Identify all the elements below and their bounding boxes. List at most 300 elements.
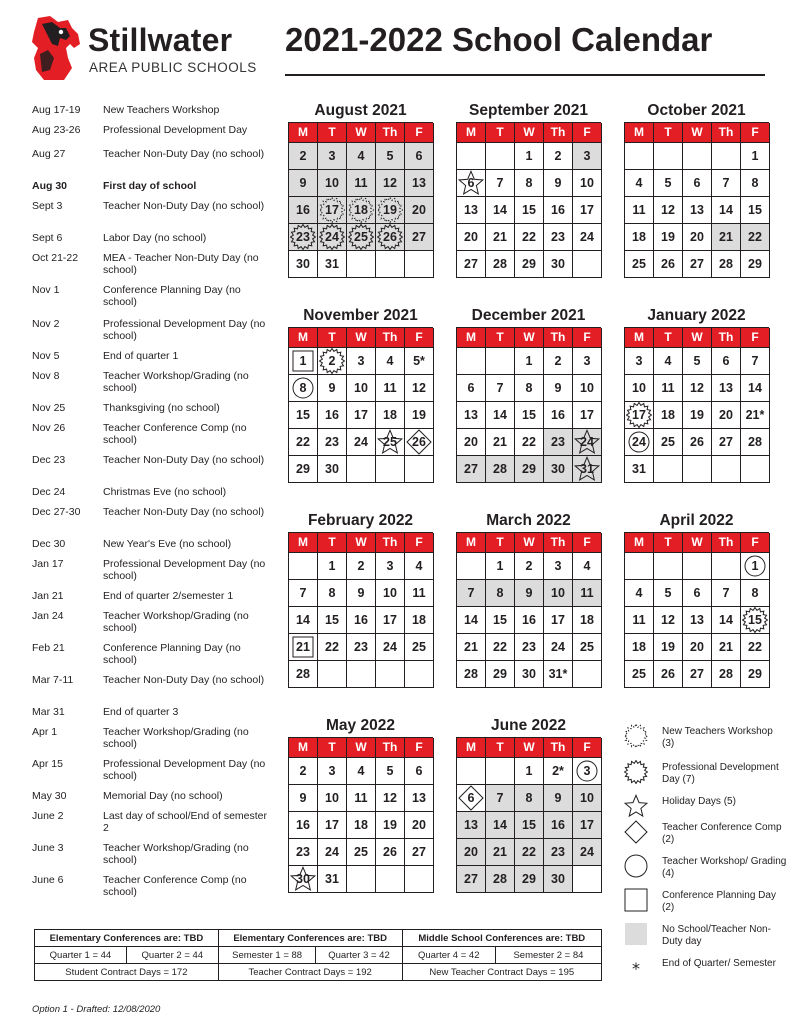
day-number: 30 — [522, 667, 536, 681]
event-date: Dec 24 — [32, 486, 66, 498]
day-number: 6 — [415, 149, 423, 163]
day-number: 29 — [493, 667, 507, 681]
event-date: June 3 — [32, 842, 64, 854]
day-cell-circle — [289, 375, 318, 402]
day-cell — [573, 224, 602, 251]
month-calendar — [456, 307, 601, 483]
day-number: 4 — [386, 354, 394, 368]
day-cell — [573, 375, 602, 402]
day-cell-square — [289, 634, 318, 661]
day-number: 27 — [690, 257, 704, 271]
day-number: 6 — [467, 381, 475, 395]
day-cell — [515, 580, 544, 607]
weekday-header: T — [318, 328, 347, 348]
event-date: June 6 — [32, 874, 64, 886]
day-number: 7 — [467, 586, 475, 600]
day-cell — [515, 375, 544, 402]
weekday-header: Th — [712, 123, 741, 143]
day-cell-star — [289, 866, 318, 893]
day-cell — [347, 429, 376, 456]
day-number: 3 — [583, 149, 591, 163]
month-grid — [456, 122, 601, 278]
month-title: August 2021 — [314, 102, 407, 119]
day-cell — [347, 348, 376, 375]
event-description: Professional Development Day (no school) — [103, 758, 266, 782]
legend-label: Holiday Days (5) — [662, 796, 736, 807]
day-cell — [654, 402, 683, 429]
event-description: Last day of school/End of semester 2 — [103, 810, 268, 834]
day-cell — [318, 661, 347, 688]
day-cell — [486, 839, 515, 866]
day-number: 21 — [719, 230, 733, 244]
day-cell — [573, 402, 602, 429]
day-cell-burst-dot — [347, 197, 376, 224]
day-cell — [544, 402, 573, 429]
day-cell — [486, 758, 515, 785]
day-number: 1 — [496, 559, 504, 573]
weekday-header: Th — [376, 738, 405, 758]
day-cell-star — [376, 429, 405, 456]
day-number: 23 — [325, 435, 339, 449]
day-number: 21* — [745, 408, 765, 422]
day-number: 23 — [551, 845, 565, 859]
event-date: Nov 2 — [32, 318, 60, 330]
weekday-header: Th — [544, 123, 573, 143]
day-cell — [625, 375, 654, 402]
day-cell — [741, 634, 770, 661]
day-number: 13 — [690, 203, 704, 217]
weekday-header: F — [573, 533, 602, 553]
day-number: 6 — [467, 791, 475, 805]
month-title: December 2021 — [471, 307, 586, 324]
day-cell — [515, 661, 544, 688]
month-title: May 2022 — [326, 717, 395, 734]
day-number: 4 — [635, 586, 643, 600]
day-number: 9 — [328, 381, 336, 395]
day-number: 22 — [296, 435, 310, 449]
day-cell — [712, 429, 741, 456]
day-number: 9 — [554, 176, 562, 190]
weekday-header: M — [625, 123, 654, 143]
day-number: 28 — [719, 257, 733, 271]
day-cell — [405, 224, 434, 251]
day-cell — [457, 429, 486, 456]
event-description: New Teachers Workshop — [103, 104, 220, 116]
legend-label: Teacher Conference Comp (2) — [662, 822, 782, 845]
day-cell — [544, 251, 573, 278]
legend-burst-icon — [624, 760, 650, 786]
day-cell — [544, 170, 573, 197]
event-description: Teacher Conference Comp (no school) — [103, 874, 247, 898]
day-number: 23 — [551, 435, 565, 449]
event-date: Nov 8 — [32, 370, 60, 382]
event-description: Teacher Non-Duty Day (no school) — [103, 148, 265, 160]
contract-days-table — [34, 929, 602, 981]
day-number: 9 — [357, 586, 365, 600]
weekday-header: M — [457, 123, 486, 143]
title-divider — [285, 74, 765, 76]
table-cell: Student Contract Days = 172 — [35, 964, 219, 981]
day-number: 10 — [354, 381, 368, 395]
day-cell — [573, 839, 602, 866]
day-number: 15 — [748, 203, 762, 217]
day-number: 20 — [464, 435, 478, 449]
day-number: 28 — [493, 257, 507, 271]
day-cell — [683, 553, 712, 580]
day-cell — [347, 251, 376, 278]
day-number: 11 — [661, 381, 675, 395]
day-number: 13 — [690, 613, 704, 627]
day-number: 26 — [383, 230, 397, 244]
day-cell — [741, 375, 770, 402]
day-number: 18 — [354, 818, 368, 832]
day-number: 29 — [522, 257, 536, 271]
day-cell-star — [457, 170, 486, 197]
day-cell — [712, 607, 741, 634]
day-number: 21 — [719, 640, 733, 654]
event-date: Apr 15 — [32, 758, 63, 770]
day-cell — [625, 224, 654, 251]
day-number: 29 — [296, 462, 310, 476]
day-cell — [318, 580, 347, 607]
day-cell — [457, 661, 486, 688]
day-number: 24 — [383, 640, 397, 654]
day-cell — [544, 224, 573, 251]
day-number: 20 — [464, 230, 478, 244]
day-number: 20 — [464, 845, 478, 859]
day-number: 18 — [580, 613, 594, 627]
day-cell — [289, 197, 318, 224]
month-grid — [624, 532, 769, 688]
day-number: 10 — [580, 791, 594, 805]
event-date: Nov 26 — [32, 422, 66, 434]
day-number: 17 — [325, 818, 339, 832]
day-cell-circle — [741, 553, 770, 580]
day-cell — [289, 553, 318, 580]
event-date: Aug 17-19 — [32, 104, 81, 116]
day-cell — [376, 348, 405, 375]
draft-footnote: Option 1 - Drafted: 12/08/2020 — [32, 1004, 161, 1015]
day-number: 4 — [415, 559, 423, 573]
day-cell — [376, 758, 405, 785]
day-number: 29 — [522, 462, 536, 476]
day-cell — [741, 348, 770, 375]
day-number: 12 — [412, 381, 426, 395]
weekday-header: M — [289, 328, 318, 348]
day-cell — [741, 197, 770, 224]
day-cell-burst — [376, 224, 405, 251]
day-cell — [347, 661, 376, 688]
legend-asterisk-icon — [624, 956, 650, 982]
day-number: 10 — [551, 586, 565, 600]
day-cell — [625, 170, 654, 197]
day-number: 11 — [354, 176, 368, 190]
day-number: 1 — [525, 354, 533, 368]
day-number: 11 — [632, 613, 646, 627]
day-cell — [457, 580, 486, 607]
month-title: February 2022 — [307, 512, 414, 529]
day-cell — [405, 634, 434, 661]
event-date: Jan 21 — [32, 590, 64, 602]
day-cell — [515, 607, 544, 634]
day-number: 20 — [690, 230, 704, 244]
day-number: 14 — [719, 613, 733, 627]
day-number: 2 — [554, 354, 562, 368]
day-number: 29 — [748, 667, 762, 681]
day-cell — [289, 580, 318, 607]
day-number: 18 — [632, 640, 646, 654]
day-number: 8 — [751, 176, 759, 190]
event-date: May 30 — [32, 790, 67, 802]
day-cell — [289, 170, 318, 197]
weekday-header: T — [654, 328, 683, 348]
day-cell — [625, 661, 654, 688]
month-grid — [456, 327, 601, 483]
day-number: 28 — [719, 667, 733, 681]
event-date: Sept 3 — [32, 200, 63, 212]
day-cell — [318, 785, 347, 812]
day-number: 16 — [551, 203, 565, 217]
day-number: 3 — [583, 354, 591, 368]
day-number: 13 — [412, 791, 426, 805]
day-number: 8 — [525, 791, 533, 805]
day-number: 3 — [635, 354, 643, 368]
day-cell — [573, 634, 602, 661]
event-description: Teacher Workshop/Grading (no school) — [103, 726, 249, 750]
weekday-header: T — [654, 533, 683, 553]
day-number: 25 — [354, 230, 368, 244]
day-number: 16 — [296, 818, 310, 832]
day-cell — [347, 758, 376, 785]
day-number: 10 — [325, 176, 339, 190]
day-number: 7 — [722, 586, 730, 600]
day-cell-burst-dot — [376, 197, 405, 224]
table-cell: Semester 1 = 88 — [218, 947, 316, 964]
day-cell — [544, 785, 573, 812]
day-number: 13 — [412, 176, 426, 190]
day-cell — [573, 785, 602, 812]
day-number: 23 — [354, 640, 368, 654]
day-cell — [318, 251, 347, 278]
event-description: Teacher Workshop/Grading (no school) — [103, 610, 249, 634]
day-number: 12 — [661, 203, 675, 217]
event-description: Teacher Non-Duty Day (no school) — [103, 200, 265, 212]
day-cell — [654, 580, 683, 607]
legend-label: New Teachers Workshop (3) — [662, 726, 773, 749]
day-cell — [486, 866, 515, 893]
day-cell — [405, 251, 434, 278]
day-cell — [289, 785, 318, 812]
day-cell — [457, 375, 486, 402]
day-cell — [289, 812, 318, 839]
day-cell — [347, 785, 376, 812]
day-number: 3 — [357, 354, 365, 368]
event-description: MEA - Teacher Non-Duty Day (no school) — [103, 252, 259, 276]
day-number: 13 — [464, 203, 478, 217]
day-cell — [289, 456, 318, 483]
day-number: 25 — [661, 435, 675, 449]
weekday-header: M — [457, 738, 486, 758]
day-cell-diamond — [405, 429, 434, 456]
day-number: 11 — [354, 791, 368, 805]
day-number: 16 — [551, 408, 565, 422]
day-number: 30 — [296, 872, 310, 886]
day-number: 30 — [551, 257, 565, 271]
day-cell — [376, 375, 405, 402]
weekday-header: F — [741, 533, 770, 553]
month-calendar — [456, 512, 601, 688]
legend-square-icon — [624, 888, 650, 914]
day-cell — [654, 197, 683, 224]
day-cell — [712, 553, 741, 580]
day-cell — [573, 197, 602, 224]
day-number: 7 — [722, 176, 730, 190]
weekday-header: M — [625, 328, 654, 348]
weekday-header: T — [318, 738, 347, 758]
month-grid — [456, 532, 601, 688]
legend-label: Conference Planning Day (2) — [662, 890, 776, 913]
day-cell — [654, 456, 683, 483]
event-description: Teacher Non-Duty Day (no school) — [103, 454, 265, 466]
day-number: 26 — [661, 667, 675, 681]
day-cell — [741, 143, 770, 170]
day-cell — [573, 661, 602, 688]
day-number: 16 — [296, 203, 310, 217]
mustang-logo-icon — [28, 14, 82, 82]
day-number: 8 — [525, 381, 533, 395]
day-cell — [654, 170, 683, 197]
day-cell — [625, 580, 654, 607]
day-cell — [654, 607, 683, 634]
weekday-header: M — [289, 738, 318, 758]
weekday-header: F — [405, 328, 434, 348]
day-cell — [376, 634, 405, 661]
day-number: 15 — [493, 613, 507, 627]
day-number: 20 — [690, 640, 704, 654]
table-cell: Teacher Contract Days = 192 — [218, 964, 402, 981]
day-cell — [318, 456, 347, 483]
day-cell — [486, 634, 515, 661]
weekday-header: F — [573, 328, 602, 348]
day-number: 12 — [383, 176, 397, 190]
day-number: 30 — [296, 257, 310, 271]
day-number: 1 — [299, 354, 307, 368]
day-number: 25 — [383, 435, 397, 449]
day-number: 8 — [328, 586, 336, 600]
day-number: 30 — [551, 872, 565, 886]
day-number: 16 — [325, 408, 339, 422]
day-number: 19 — [661, 230, 675, 244]
day-cell — [405, 758, 434, 785]
day-number: 4 — [357, 764, 365, 778]
day-cell — [405, 348, 434, 375]
day-cell — [376, 553, 405, 580]
month-calendar — [288, 717, 433, 893]
day-cell — [457, 553, 486, 580]
day-cell — [573, 607, 602, 634]
day-number: 10 — [383, 586, 397, 600]
day-number: 2 — [525, 559, 533, 573]
day-number: 28 — [464, 667, 478, 681]
day-number: 24 — [580, 230, 594, 244]
event-date: Mar 7-11 — [32, 674, 74, 686]
day-cell — [486, 251, 515, 278]
weekday-header: W — [683, 328, 712, 348]
day-cell — [515, 553, 544, 580]
day-number: 17 — [580, 818, 594, 832]
day-number: 7 — [496, 791, 504, 805]
day-cell — [405, 866, 434, 893]
day-cell — [318, 553, 347, 580]
month-grid — [288, 122, 433, 278]
day-number: 25 — [632, 667, 646, 681]
weekday-header: T — [486, 123, 515, 143]
weekday-header: F — [573, 738, 602, 758]
day-cell-burst — [289, 224, 318, 251]
day-cell — [347, 402, 376, 429]
event-date: Dec 23 — [32, 454, 66, 466]
month-grid — [288, 737, 433, 893]
brand-name: Stillwater — [88, 22, 233, 58]
event-description: Labor Day (no school) — [103, 232, 207, 244]
day-cell — [376, 143, 405, 170]
day-cell — [712, 197, 741, 224]
day-cell — [405, 607, 434, 634]
event-date: Nov 1 — [32, 284, 60, 296]
day-cell — [376, 251, 405, 278]
day-cell-square — [289, 348, 318, 375]
day-cell — [712, 375, 741, 402]
day-number: 2 — [357, 559, 365, 573]
day-cell — [318, 429, 347, 456]
day-number: 17 — [383, 613, 397, 627]
day-cell — [289, 758, 318, 785]
day-number: 24 — [580, 845, 594, 859]
day-number: 17 — [354, 408, 368, 422]
day-number: 15 — [522, 818, 536, 832]
day-number: 13 — [464, 818, 478, 832]
day-cell-burst — [347, 224, 376, 251]
day-cell — [654, 553, 683, 580]
day-number: 14 — [464, 613, 478, 627]
day-number: 2 — [299, 764, 307, 778]
day-number: 8 — [751, 586, 759, 600]
day-cell — [573, 580, 602, 607]
day-cell — [376, 170, 405, 197]
event-date: Jan 17 — [32, 558, 64, 570]
day-cell — [486, 553, 515, 580]
day-number: 25 — [412, 640, 426, 654]
day-cell — [347, 634, 376, 661]
weekday-header: Th — [712, 328, 741, 348]
page-title: 2021-2022 School Calendar — [285, 21, 713, 58]
month-grid — [624, 327, 769, 483]
day-cell — [486, 143, 515, 170]
day-cell — [457, 607, 486, 634]
day-number: 18 — [354, 203, 368, 217]
day-cell — [654, 143, 683, 170]
day-cell — [625, 553, 654, 580]
weekday-header: W — [347, 328, 376, 348]
month-calendar — [624, 102, 769, 278]
day-cell — [318, 634, 347, 661]
table-cell: Quarter 2 = 44 — [126, 947, 218, 964]
day-number: 23 — [551, 230, 565, 244]
day-cell — [289, 839, 318, 866]
day-cell — [376, 866, 405, 893]
weekday-header: F — [741, 328, 770, 348]
weekday-header: W — [515, 328, 544, 348]
